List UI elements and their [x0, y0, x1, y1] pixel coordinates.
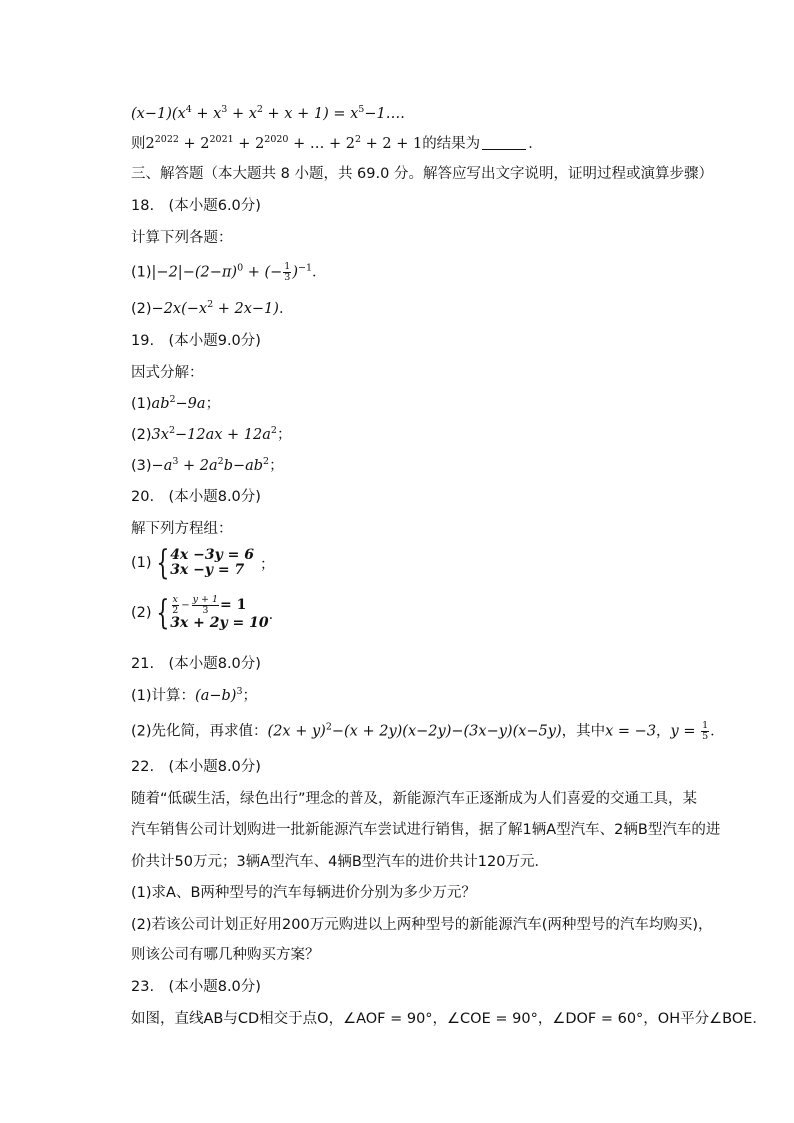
q18-header: 18. (本小题6.0分) — [131, 198, 261, 214]
q20-header: 20. (本小题8.0分) — [131, 489, 261, 505]
q19-part3: $(3)-a^3 + 2a^2b-ab^2$； — [131, 456, 284, 474]
q19-intro: 因式分解： — [131, 365, 204, 381]
q19-header: 19. (本小题9.0分) — [131, 333, 261, 349]
q22-part2: (2)若该公司计划正好用200万元购进以上两种型号的新能源汽车(两种型号的汽车均购买)， — [131, 917, 713, 933]
q17-identity: $(x-1)(x^4 + x^3 + x^2 + x + 1)$ = $x^5-1\dots$. — [131, 104, 405, 122]
q20-system2: (2) { $\frac{x}{2}$ − $\frac{y + 1}{3}$ = 1 3x + 2y = 10 ． — [131, 593, 284, 633]
q23-header: 23. (本小题8.0分) — [131, 979, 261, 995]
q22-paragraph-line: 随着“低碳生活，绿色出行”理念的普及，新能源汽车正逐渐成为人们喜爱的交通工具，某 — [131, 791, 698, 807]
q18-part2: $(2)-2x(-x^2 + 2x-1)$． — [131, 299, 294, 317]
q22-paragraph-line: 价共计50万元；3辆A型汽车、4辆B型汽车的进价共计120万元． — [131, 854, 549, 870]
q18-intro: 计算下列各题： — [131, 230, 233, 246]
answer-blank[interactable] — [482, 135, 526, 150]
q18-part1: $(1)|-2|-(2-\pi)^0$ + (− $\frac{1}{3}$ )$^{-1}$． — [131, 261, 327, 283]
q21-part1: (1)计算：$(a-b)^3$； — [131, 686, 257, 704]
q22-part1: (1)求A、B两种型号的汽车每辆进价分别为多少万元？ — [131, 885, 476, 901]
q19-part2: $(2)3x^2-12ax + 12a^2$； — [131, 425, 292, 443]
q19-part1: $(1)ab^2-9a$； — [131, 394, 221, 412]
q21-part2: (2)先化简，再求值：$(2x + y)^2-(x + 2y)(x-2y)-(3x-y)(x-5y)$，其中x = −3，y = $\frac{1}{5}$ ． — [131, 720, 725, 742]
brace-icon: { — [155, 593, 169, 633]
q22-paragraph-line: 汽车销售公司计划购进一批新能源汽车尝试进行销售，据了解1辆A型汽车、2辆B型汽车的进 — [131, 822, 721, 838]
q22-part2-cont: 则该公司有哪几种购买方案？ — [131, 947, 320, 963]
q23-statement: 如图，直线AB与CD相交于点O，∠AOF = 90°，∠COE = 90°，∠DOF = 60°，OH平分∠BOE． — [131, 1011, 767, 1027]
section-heading: 三、解答题（本大题共 8 小题，共 69.0 分。解答应写出文字说明，证明过程或演算步骤） — [131, 166, 713, 182]
q20-system1: (1) { 4x −3y = 6 3x −y = 7 ； — [131, 543, 275, 583]
brace-icon: { — [155, 543, 169, 583]
q20-intro: 解下列方程组： — [131, 521, 233, 537]
q17-sum-question: 则$2^{2022} + 2^{2021} + 2^{2020}$ + … + $2^2 + 2 + 1$的结果为 ． — [131, 134, 543, 152]
q21-header: 21. (本小题8.0分) — [131, 656, 261, 672]
q22-header: 22. (本小题8.0分) — [131, 759, 261, 775]
